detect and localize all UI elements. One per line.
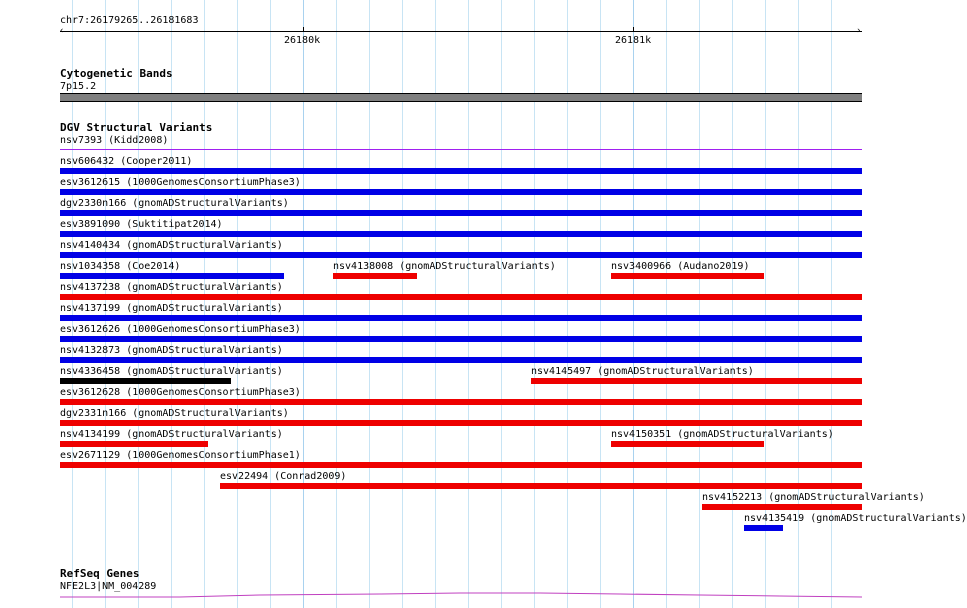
variant-bar[interactable] [60,315,862,321]
variant-bar[interactable] [60,168,862,174]
ruler-tick [303,27,304,31]
variant-label: nsv606432 (Cooper2011) [60,156,193,167]
variant-label: esv3612626 (1000GenomesConsortiumPhase3) [60,324,301,335]
variant-label: nsv4134199 (gnomADStructuralVariants) [60,429,283,440]
grid-line [369,0,370,608]
variant-bar[interactable] [60,273,284,279]
ruler-tick-label: 26180k [284,35,321,46]
variant-label: nsv4137238 (gnomADStructuralVariants) [60,282,283,293]
cytoband-bar[interactable] [60,93,862,102]
ruler-axis [60,31,862,32]
variant-bar[interactable] [60,357,862,363]
variant-label: dgv2331n166 (gnomADStructuralVariants) [60,408,289,419]
variant-label: nsv1034358 (Coe2014) [60,261,181,272]
variant-label: nsv3400966 (Audano2019) [611,261,750,272]
dgv-track-title: DGV Structural Variants [60,121,213,134]
grid-line [633,0,634,608]
grid-line [666,0,667,608]
variant-bar[interactable] [60,462,862,468]
ruler-right-arrow-icon: › [856,26,862,36]
variant-bar[interactable] [220,483,862,489]
grid-line [435,0,436,608]
variant-bar[interactable] [333,273,417,279]
variant-label: nsv4138008 (gnomADStructuralVariants) [333,261,556,272]
variant-label: nsv4137199 (gnomADStructuralVariants) [60,303,283,314]
variant-label: nsv4150351 (gnomADStructuralVariants) [611,429,834,440]
variant-bar[interactable] [611,441,764,447]
variant-bar[interactable] [60,189,862,195]
variant-bar[interactable] [531,378,862,384]
variant-label: nsv4135419 (gnomADStructuralVariants) [744,513,967,524]
variant-bar[interactable] [60,294,862,300]
variant-bar[interactable] [60,210,862,216]
grid-line [534,0,535,608]
cytoband-label: 7p15.2 [60,81,97,92]
variant-line-nsv7393[interactable] [60,149,862,150]
variant-bar[interactable] [702,504,862,510]
grid-line [402,0,403,608]
gene-intron-line[interactable] [60,590,862,602]
grid-line [732,0,733,608]
cytoband-track-title: Cytogenetic Bands [60,67,173,80]
refseq-track-title: RefSeq Genes [60,567,140,580]
variant-label: nsv4132873 (gnomADStructuralVariants) [60,345,283,356]
grid-line [567,0,568,608]
ruler-tick [633,27,634,31]
variant-label: esv3612615 (1000GenomesConsortiumPhase3) [60,177,301,188]
variant-label: nsv4140434 (gnomADStructuralVariants) [60,240,283,251]
variant-label: nsv4336458 (gnomADStructuralVariants) [60,366,283,377]
grid-line [303,0,304,608]
ruler-position: chr7:26179265..26181683 [60,15,199,26]
grid-line [468,0,469,608]
grid-line [699,0,700,608]
grid-line [600,0,601,608]
variant-bar[interactable] [744,525,783,531]
variant-bar[interactable] [60,252,862,258]
variant-bar[interactable] [60,420,862,426]
grid-line [336,0,337,608]
variant-bar[interactable] [60,378,231,384]
variant-bar[interactable] [60,231,862,237]
variant-label: esv3891090 (Suktitipat2014) [60,219,223,230]
gene-label: NFE2L3|NM_004289 [60,581,157,592]
variant-label: nsv4152213 (gnomADStructuralVariants) [702,492,925,503]
variant-label: esv22494 (Conrad2009) [220,471,347,482]
variant-bar[interactable] [611,273,764,279]
variant-bar[interactable] [60,336,862,342]
ruler-tick-label: 26181k [615,35,652,46]
variant-label: esv2671129 (1000GenomesConsortiumPhase1) [60,450,301,461]
variant-label: nsv7393 (Kidd2008) [60,135,169,146]
variant-bar[interactable] [60,399,862,405]
variant-label: esv3612628 (1000GenomesConsortiumPhase3) [60,387,301,398]
variant-label: nsv4145497 (gnomADStructuralVariants) [531,366,754,377]
variant-label: dgv2330n166 (gnomADStructuralVariants) [60,198,289,209]
variant-bar[interactable] [60,441,208,447]
grid-line [501,0,502,608]
ruler-left-arrow-icon: ‹ [59,26,65,36]
